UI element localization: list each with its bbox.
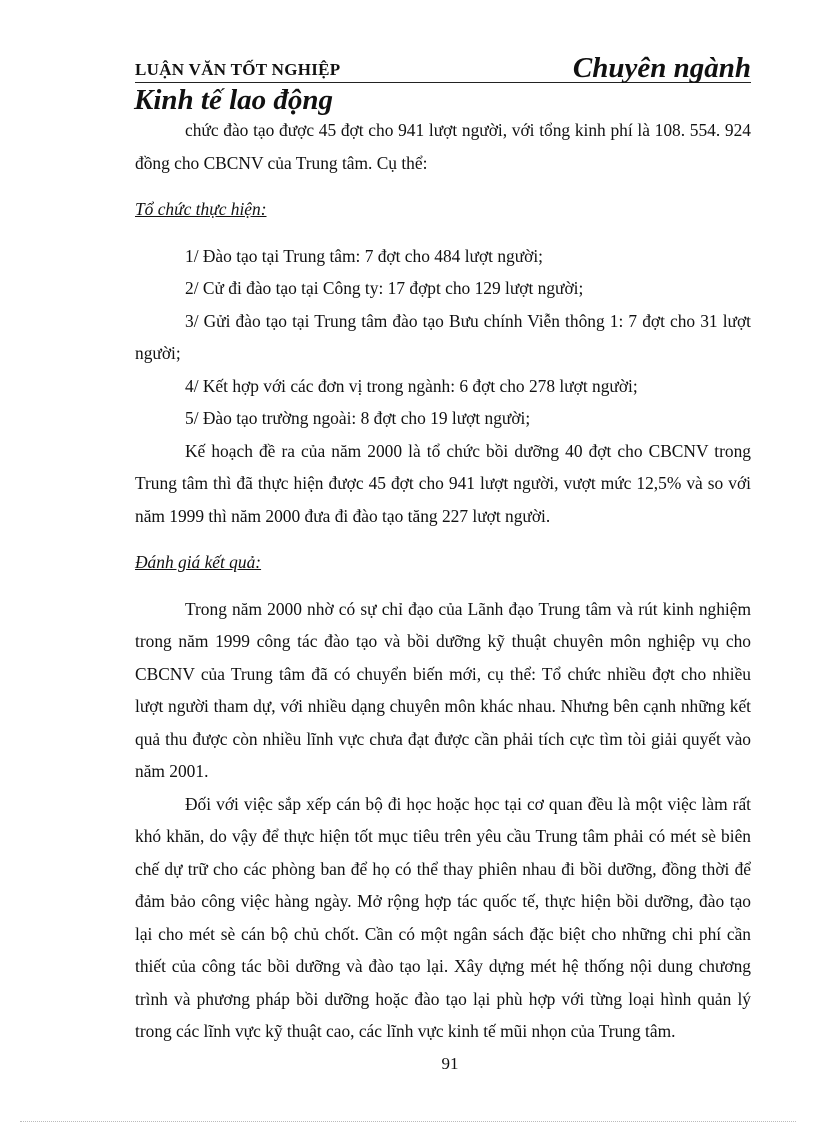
page-bottom-divider (20, 1121, 796, 1122)
list-item: 4/ Kết hợp với các đơn vị trong ngành: 6 đợt cho 278 lượt người; (185, 375, 638, 396)
paragraph-intro: chức đào tạo được 45 đợt cho 941 lượt người, với tổng kinh phí là 108. 554. 924 đồng cho CBCNV của Trung tâm. Cụ thể: (135, 120, 751, 173)
list-item: 3/ Gửi đào tạo tại Trung tâm đào tạo Bưu chính Viễn thông 1: 7 đợt cho 31 lượt người; (135, 310, 751, 363)
header-major-name: Kinh tế lao động (134, 84, 334, 116)
section-heading-implementation: Tổ chức thực hiện: (135, 199, 267, 219)
header-major-label: Chuyên ngành (572, 52, 751, 84)
header-thesis-label: LUẬN VĂN TỐT NGHIỆP (135, 60, 341, 79)
list-item: 5/ Đào tạo trường ngoài: 8 đợt cho 19 lượt người; (185, 408, 531, 428)
paragraph-evaluation: Trong năm 2000 nhờ có sự chỉ đạo của Lãnh đạo Trung tâm và rút kinh nghiệm trong năm 1999 công tác đào tạo và bồi dưỡng kỹ thuật chuyên môn nghiệp vụ cho CBCNV của Trung tâm đã có chuyển biến mới, cụ thể: Tổ chức nhiều đợt cho nhiều lượt người tham dự, với nhiều dạng chuyên môn khác nhau. Nhưng bên cạnh những kết quả thu được còn nhiều lĩnh vực chưa đạt được cần phải tích cực tìm tòi giải quyết vào năm 2001. (135, 598, 751, 781)
list-item: 1/ Đào tạo tại Trung tâm: 7 đợt cho 484 lượt người; (185, 245, 544, 266)
page-number: 91 (441, 1054, 459, 1073)
section-heading-evaluation: Đánh giá kết quả: (135, 552, 262, 572)
paragraph-plan: Kế hoạch đề ra của năm 2000 là tổ chức bồi dưỡng 40 đợt cho CBCNV trong Trung tâm thì đã thực hiện được 45 đợt cho 941 lượt người, vượt mức 12,5% và so với năm 1999 thì năm 2000 đưa đi đào tạo tăng 227 lượt người. (135, 440, 751, 526)
page-header (135, 52, 751, 83)
document-body (135, 114, 751, 1048)
paragraph-recommendation: Đối với việc sắp xếp cán bộ đi học hoặc học tại cơ quan đều là một việc làm rất khó khăn, do vậy để thực hiện tốt mục tiêu trên yêu cầu Trung tâm phải có mét sè biên chế dự trữ cho các phòng ban để họ có thể thay phiên nhau đi bồi dưỡng, đồng thời để đảm bảo công việc hàng ngày. Mở rộng hợp tác quốc tế, thực hiện bồi dưỡng, đào tạo lại cho mét sè cán bộ chủ chốt. Cần có một ngân sách đặc biệt cho những chi phí cần thiết của công tác bồi dưỡng và đào tạo lại. Xây dựng mét hệ thống nội dung chương trình và phương pháp bồi dưỡng hoặc đào tạo lại phù hợp với từng loại hình quản lý trong các lĩnh vực kỹ thuật cao, các lĩnh vực kinh tế mũi nhọn của Trung tâm. (135, 793, 751, 1041)
list-item: 2/ Cử đi đào tạo tại Công ty: 17 đợpt cho 129 lượt người; (185, 278, 584, 298)
